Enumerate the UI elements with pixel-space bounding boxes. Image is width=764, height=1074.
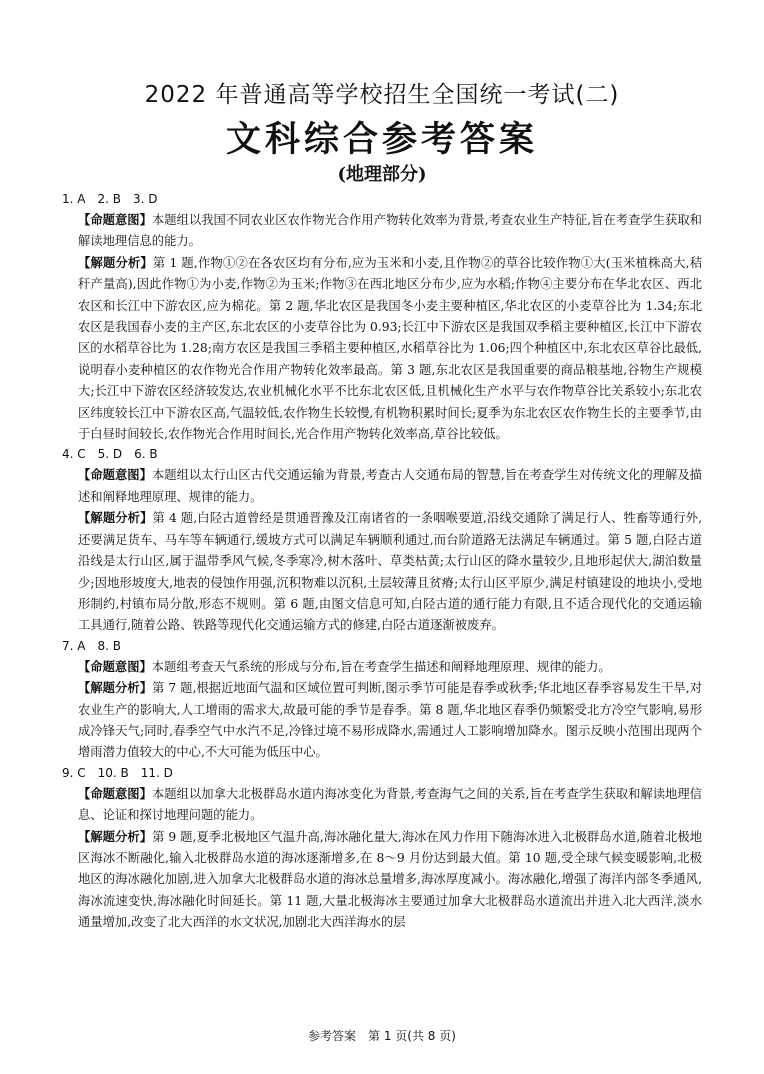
page-title: 文科综合参考答案	[225, 119, 538, 160]
intent-paragraph	[62, 465, 702, 508]
answer-key: 9. C 10. B 11. D	[62, 765, 173, 780]
analysis-paragraph	[62, 827, 702, 934]
analysis-text: 第 4 题,白陉古道曾经是贯通晋豫及江南诸省的一条咽喉要道,沿线交通除了满足行人、牲畜等通行外,还要满足货车、马车等车辆通行,缓坡方式可以满足车辆顺利通过,而台阶道路无法满足车辆通过。第 5 题,白陉古道沿线是太行山区,属于温带季风气候,冬季寒冷,树木落叶、草类枯黄;太行山区的降水量较少,且地形起伏大,湖泊数量少;因地形坡度大,地表的侵蚀作用强,沉积物难以沉积,土层较薄且贫瘠;太行山区平原少,满足村镇建设的地块小,受地形制约,村镇布局分散,形态不规则。第 6 题,由图文信息可知,白陉古道的通行能力有限,且不适合现代化的交通运输工具通行,随着公路、铁路等现代化交通运输方式的修建,白陉古道逐渐被废弃。	[78, 511, 702, 633]
intent-text: 本题组以我国不同农业区农作物光合作用产物转化效率为背景,考查农业生产特征,旨在考查学生获取和解读地理信息的能力。	[78, 213, 702, 249]
intent-text: 本题组考查天气系统的形成与分布,旨在考查学生描述和阐释地理原理、规律的能力。	[151, 659, 611, 674]
question-group	[62, 764, 702, 934]
analysis-paragraph	[62, 678, 702, 764]
question-group	[62, 190, 702, 445]
analysis-text: 第 7 题,根据近地面气温和区域位置可判断,图示季节可能是春季或秋季;华北地区春季容易发生干旱,对农业生产的影响大,人工增雨的需求大,故最可能的季节是春季。第 8 题,华北地区春季仍频繁受北方冷空气影响,易形成冷锋天气;同时,春季空气中水汽不足,冷锋过境不易形成降水,需通过人工影响增加降水。图示反映小范围出现两个增雨潜力值较大的中心,不大可能为低压中心。	[78, 681, 702, 760]
intent-label: 【命题意图】	[78, 786, 152, 801]
exam-title: 2022 年普通高等学校招生全国统一考试(二)	[144, 82, 620, 108]
intent-label: 【命题意图】	[78, 468, 152, 483]
analysis-paragraph	[62, 253, 702, 446]
analysis-label: 【解题分析】	[78, 511, 153, 526]
answer-key: 1. A 2. B 3. D	[62, 192, 158, 206]
intent-label: 【命题意图】	[78, 213, 152, 227]
section-title: (地理部分)	[337, 164, 427, 185]
analysis-label: 【解题分析】	[78, 255, 153, 270]
answer-key: 7. A 8. B	[62, 638, 121, 653]
intent-text: 本题组以太行山区古代交通运输为背景,考查古人交通布局的智慧,旨在考查学生对传统文化的理解及描述和阐释地理原理、规律的能力。	[78, 468, 702, 504]
analysis-paragraph	[62, 508, 702, 636]
intent-paragraph	[62, 784, 702, 827]
question-group	[62, 445, 702, 636]
answer-key: 4. C 5. D 6. B	[62, 447, 158, 462]
analysis-label: 【解题分析】	[78, 829, 153, 844]
question-group	[62, 637, 702, 764]
intent-paragraph	[62, 210, 702, 253]
analysis-label: 【解题分析】	[78, 681, 153, 696]
intent-label: 【命题意图】	[78, 659, 152, 674]
analysis-text: 第 9 题,夏季北极地区气温升高,海冰融化量大,海冰在风力作用下随海冰进入北极群岛水道,随着北极地区海冰不断融化,输入北极群岛水道的海冰逐渐增多,在 8～9 月份达到最大值。第 10 题,受全球气候变暖影响,北极地区的海冰融化加剧,进入加拿大北极群岛水道的海冰总量增多,海冰厚度减小。海冰融化,增强了海洋内部冬季通风,海冰流速变快,海冰融化时间延长。第 11 题,大量北极海冰主要通过加拿大北极群岛水道流出并进入北大西洋,淡水通量增加,改变了北大西洋的水文状况,加剧北大西洋海水的层	[78, 829, 702, 930]
answer-content	[62, 190, 702, 934]
intent-paragraph	[62, 657, 702, 678]
intent-text: 本题组以加拿大北极群岛水道内海冰变化为背景,考查海气之间的关系,旨在考查学生获取和解读地理信息、论证和探讨地理问题的能力。	[78, 786, 702, 823]
page-footer: 参考答案 第 1 页(共 8 页)	[308, 1029, 456, 1043]
analysis-text: 第 1 题,作物①②在各农区均有分布,应为玉米和小麦,且作物②的草谷比较作物①大(玉米植株高大,秸秆产量高),因此作物①为小麦,作物②为玉米;作物③在西北地区分布少,应为水稻;作物④主要分布在华北农区、西北农区和长江中下游农区,应为棉花。第 2 题,华北农区是我国冬小麦主要种植区,华北农区的小麦草谷比为 1.34;东北农区是我国春小麦的主产区,东北农区的小麦草谷比为 0.93;长江中下游农区是我国双季稻主要种植区,长江中下游农区的水稻草谷比为 1.28;南方农区是我国三季稻主要种植区,水稻草谷比为 1.06;四个种植区中,东北农区草谷比最低,说明春小麦种植区的农作物光合作用产物转化效率最高。第 3 题,东北农区是我国重要的商品粮基地,谷物生产规模大;长江中下游农区经济较发达,农业机械化水平不比东北农区低,且机械化生产水平与农作物草谷比关系较小;东北农区纬度较长江中下游农区高,气温较低,农作物生长较慢,有机物积累时间长;夏季为东北农区农作物生长的主要季节,由于白昼时间较长,农作物光合作用时间长,光合作用产物转化效率高,草谷比较低。	[78, 255, 702, 442]
